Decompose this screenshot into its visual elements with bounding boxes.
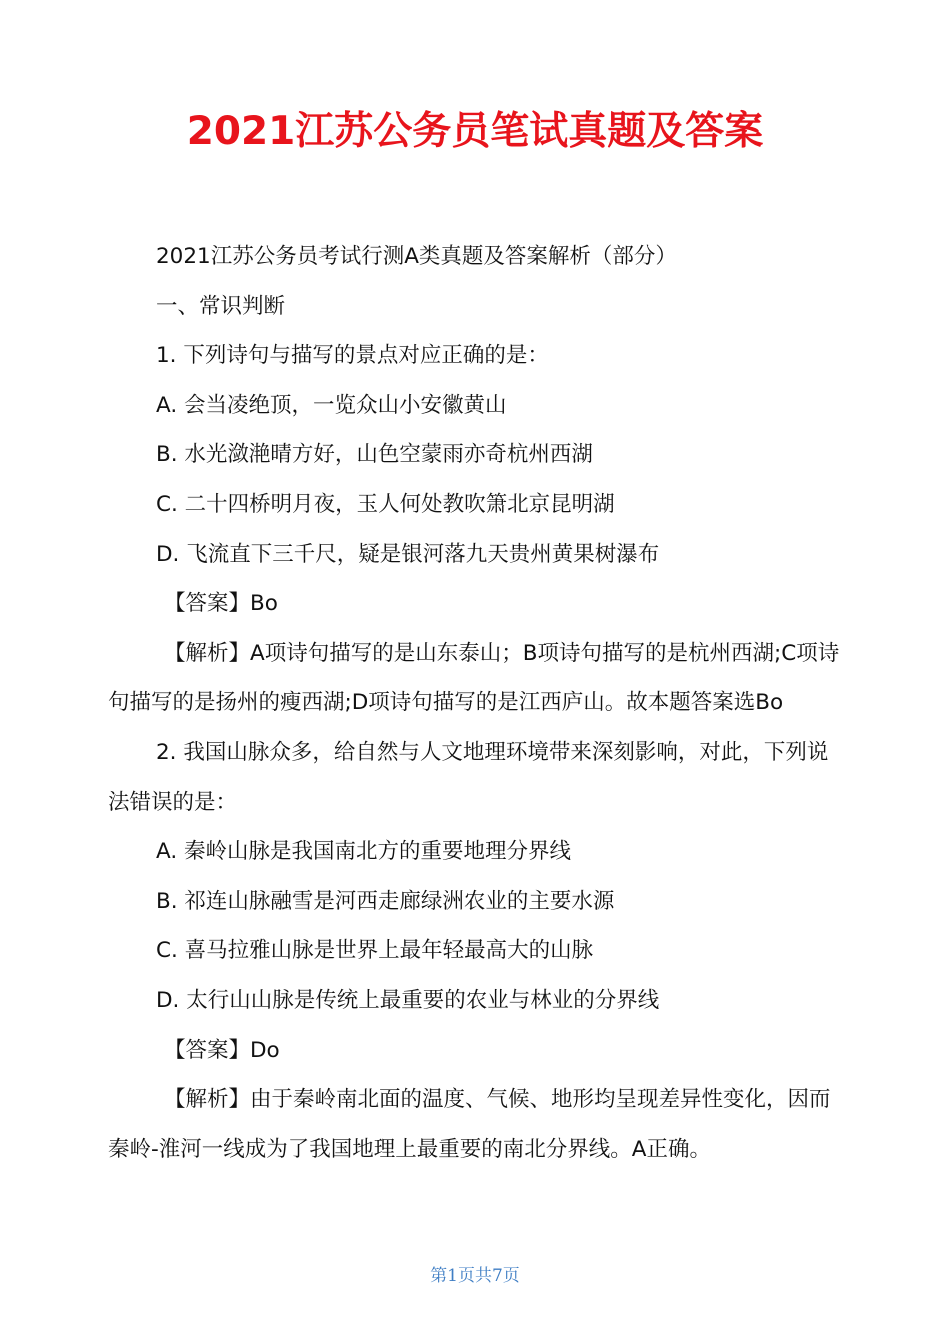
analysis: 【解析】由于秦岭南北面的温度、气候、地形均呈现差异性变化，因而秦岭-淮河一线成为了我国地理上最重要的南北分界线。A正确。 [108, 1087, 831, 1162]
document-body [108, 232, 842, 1174]
option-a: A. 秦岭山脉是我国南北方的重要地理分界线 [156, 839, 572, 865]
section-heading: 一、常识判断 [156, 293, 286, 319]
paragraph: 2021江苏公务员考试行测A类真题及答案解析（部分） [156, 244, 677, 269]
answer: 【答案】Do [164, 1037, 280, 1063]
option-b: B. 祁连山脉融雪是河西走廊绿洲农业的主要水源 [156, 888, 615, 914]
option-d: D. 太行山山脉是传统上最重要的农业与林业的分界线 [156, 987, 660, 1013]
question-stem: 2. 我国山脉众多，给自然与人文地理环境带来深刻影响，对此，下列说法错误的是： [108, 739, 829, 815]
option-d: D. 飞流直下三千尺，疑是银河落九天贵州黄果树瀑布 [156, 541, 660, 567]
answer: 【答案】Bo [164, 591, 278, 617]
page-footer: 第1页共7页 [430, 1266, 520, 1286]
option-a: A. 会当凌绝顶，一览众山小安徽黄山 [156, 392, 507, 418]
option-b: B. 水光潋滟晴方好，山色空蒙雨亦奇杭州西湖 [156, 442, 593, 468]
option-c: C. 喜马拉雅山脉是世界上最年轻最高大的山脉 [156, 938, 594, 964]
analysis: 【解析】A项诗句描写的是山东泰山；B项诗句描写的是杭州西湖;C项诗句描写的是扬州的瘦西湖;D项诗句描写的是江西庐山。故本题答案选Bo [108, 640, 840, 716]
document-title: 2021江苏公务员笔试真题及答案 [186, 109, 764, 154]
question-stem: 1. 下列诗句与描写的景点对应正确的是： [156, 343, 549, 369]
option-c: C. 二十四桥明月夜，玉人何处教吹箫北京昆明湖 [156, 491, 615, 517]
